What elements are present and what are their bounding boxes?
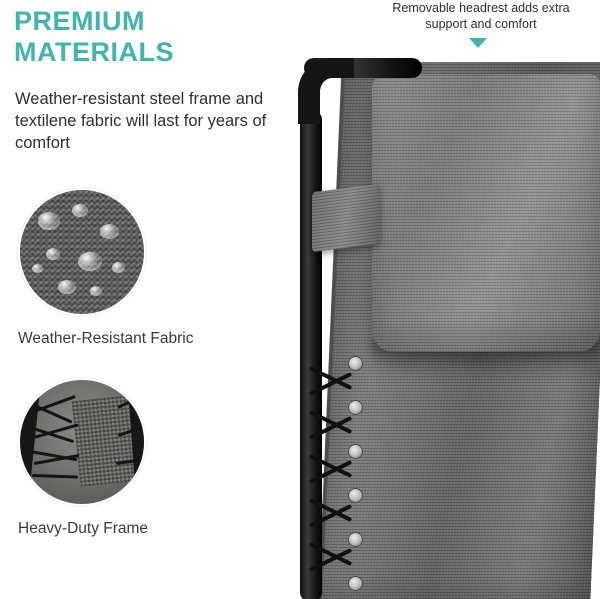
fabric-water-droplets-icon xyxy=(18,188,146,316)
down-arrow-icon xyxy=(469,38,487,48)
feature-label: Weather-Resistant Fabric xyxy=(18,330,194,347)
chair-photo xyxy=(276,48,600,599)
metal-grommet xyxy=(348,444,363,459)
metal-grommet xyxy=(348,576,363,591)
metal-grommet xyxy=(348,400,363,415)
headrest-annotation-text: Removable headrest adds extra support and comfort xyxy=(392,1,570,31)
page-title xyxy=(14,6,284,68)
steel-frame-corner xyxy=(298,58,354,124)
feature-weather-resistant-fabric xyxy=(18,188,248,349)
steel-frame-bungee-icon xyxy=(18,378,146,506)
subheadline-text: Weather-resistant steel frame and textilene fabric will last for years of comfort xyxy=(15,90,267,152)
metal-grommet xyxy=(348,356,363,371)
metal-grommet xyxy=(348,532,363,547)
removable-headrest-pillow xyxy=(372,74,600,352)
headline-line-2: MATERIALS xyxy=(14,37,174,67)
headrest-strap xyxy=(312,184,380,252)
metal-grommet xyxy=(348,488,363,503)
headline-line-1: PREMIUM xyxy=(14,6,145,36)
feature-heavy-duty-frame xyxy=(18,378,248,539)
feature-label: Heavy-Duty Frame xyxy=(18,520,149,537)
